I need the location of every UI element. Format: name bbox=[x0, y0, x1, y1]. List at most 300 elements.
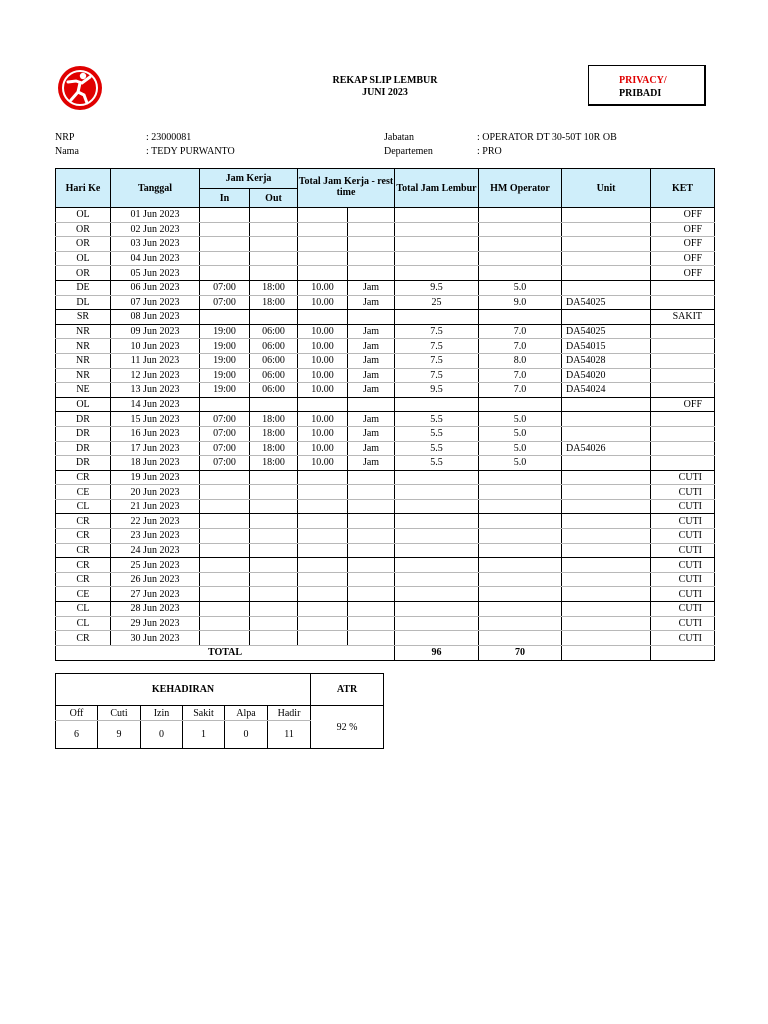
total-lembur: 96 bbox=[395, 645, 479, 660]
header-tanggal: Tanggal bbox=[111, 169, 200, 208]
nama-label: Nama bbox=[55, 146, 79, 157]
cell-in bbox=[200, 237, 250, 252]
cell-hari-ke: CR bbox=[56, 543, 111, 558]
cell-total-jam-lembur bbox=[395, 222, 479, 237]
jabatan-label: Jabatan bbox=[384, 132, 414, 143]
cell-total-jam-kerja bbox=[298, 587, 348, 602]
kehadiran-label-izin: Izin bbox=[141, 706, 183, 721]
kehadiran-label-alpa: Alpa bbox=[225, 706, 268, 721]
table-row bbox=[56, 631, 715, 646]
cell-hari-ke: CE bbox=[56, 587, 111, 602]
kehadiran-value-alpa: 0 bbox=[225, 721, 268, 749]
cell-hm-operator: 5.0 bbox=[479, 426, 562, 441]
cell-ket: OFF bbox=[651, 251, 715, 266]
cell-in bbox=[200, 616, 250, 631]
cell-unit bbox=[562, 456, 651, 471]
cell-ket: CUTI bbox=[651, 470, 715, 485]
cell-tanggal: 15 Jun 2023 bbox=[111, 412, 200, 427]
cell-tanggal: 05 Jun 2023 bbox=[111, 266, 200, 281]
cell-in: 07:00 bbox=[200, 441, 250, 456]
cell-in: 19:00 bbox=[200, 339, 250, 354]
header-in: In bbox=[200, 189, 250, 208]
cell-hari-ke: OL bbox=[56, 397, 111, 412]
cell-jam-unit bbox=[348, 251, 395, 266]
cell-in bbox=[200, 514, 250, 529]
cell-jam-unit bbox=[348, 499, 395, 514]
cell-total-jam-lembur bbox=[395, 587, 479, 602]
cell-hm-operator bbox=[479, 529, 562, 544]
total-hm: 70 bbox=[479, 645, 562, 660]
cell-out bbox=[250, 237, 298, 252]
cell-ket: CUTI bbox=[651, 529, 715, 544]
cell-out bbox=[250, 543, 298, 558]
cell-total-jam-lembur bbox=[395, 499, 479, 514]
cell-tanggal: 23 Jun 2023 bbox=[111, 529, 200, 544]
cell-hari-ke: CR bbox=[56, 572, 111, 587]
cell-unit bbox=[562, 485, 651, 500]
cell-jam-unit bbox=[348, 514, 395, 529]
cell-in bbox=[200, 208, 250, 223]
table-row bbox=[56, 456, 715, 471]
departemen-value: : PRO bbox=[477, 146, 502, 157]
cell-hm-operator bbox=[479, 310, 562, 325]
cell-total-jam-lembur bbox=[395, 529, 479, 544]
cell-hari-ke: DL bbox=[56, 295, 111, 310]
total-label: TOTAL bbox=[56, 645, 395, 660]
company-logo bbox=[56, 64, 104, 112]
cell-jam-unit: Jam bbox=[348, 441, 395, 456]
cell-tanggal: 28 Jun 2023 bbox=[111, 602, 200, 617]
table-row bbox=[56, 543, 715, 558]
table-row bbox=[56, 441, 715, 456]
cell-total-jam-kerja bbox=[298, 485, 348, 500]
cell-out bbox=[250, 572, 298, 587]
privacy-box bbox=[588, 65, 706, 106]
pribadi-label: PRIBADI bbox=[619, 88, 662, 99]
cell-ket: CUTI bbox=[651, 616, 715, 631]
cell-hari-ke: CE bbox=[56, 485, 111, 500]
table-row bbox=[56, 310, 715, 325]
title-line-2: JUNI 2023 bbox=[362, 87, 408, 98]
header-hm-operator: HM Operator bbox=[479, 169, 562, 208]
cell-tanggal: 09 Jun 2023 bbox=[111, 324, 200, 339]
cell-hm-operator bbox=[479, 602, 562, 617]
cell-unit: DA54015 bbox=[562, 339, 651, 354]
cell-total-jam-kerja: 10.00 bbox=[298, 339, 348, 354]
cell-hm-operator bbox=[479, 397, 562, 412]
cell-ket: CUTI bbox=[651, 631, 715, 646]
cell-hari-ke: SR bbox=[56, 310, 111, 325]
cell-ket: CUTI bbox=[651, 485, 715, 500]
cell-total-jam-lembur bbox=[395, 543, 479, 558]
cell-jam-unit: Jam bbox=[348, 426, 395, 441]
cell-hari-ke: CR bbox=[56, 529, 111, 544]
cell-ket bbox=[651, 426, 715, 441]
cell-unit bbox=[562, 529, 651, 544]
cell-unit bbox=[562, 208, 651, 223]
cell-out: 18:00 bbox=[250, 295, 298, 310]
cell-hm-operator bbox=[479, 222, 562, 237]
cell-out bbox=[250, 310, 298, 325]
cell-hari-ke: CR bbox=[56, 514, 111, 529]
cell-out: 18:00 bbox=[250, 280, 298, 295]
kehadiran-label-cuti: Cuti bbox=[98, 706, 141, 721]
cell-ket bbox=[651, 412, 715, 427]
cell-ket: CUTI bbox=[651, 499, 715, 514]
table-row bbox=[56, 602, 715, 617]
cell-out bbox=[250, 602, 298, 617]
cell-hari-ke: NR bbox=[56, 368, 111, 383]
cell-ket bbox=[651, 280, 715, 295]
cell-total-jam-kerja bbox=[298, 470, 348, 485]
cell-hari-ke: DR bbox=[56, 441, 111, 456]
kehadiran-value-hadir: 11 bbox=[268, 721, 311, 749]
cell-unit: DA54025 bbox=[562, 295, 651, 310]
cell-total-jam-lembur bbox=[395, 558, 479, 573]
cell-hm-operator: 9.0 bbox=[479, 295, 562, 310]
table-row bbox=[56, 368, 715, 383]
cell-total-jam-kerja bbox=[298, 558, 348, 573]
cell-jam-unit: Jam bbox=[348, 280, 395, 295]
cell-total-jam-kerja: 10.00 bbox=[298, 280, 348, 295]
cell-unit bbox=[562, 602, 651, 617]
table-row bbox=[56, 587, 715, 602]
cell-hari-ke: OR bbox=[56, 222, 111, 237]
cell-tanggal: 01 Jun 2023 bbox=[111, 208, 200, 223]
cell-out bbox=[250, 514, 298, 529]
cell-out: 18:00 bbox=[250, 426, 298, 441]
cell-total-jam-kerja bbox=[298, 251, 348, 266]
cell-total-jam-kerja bbox=[298, 572, 348, 587]
cell-tanggal: 24 Jun 2023 bbox=[111, 543, 200, 558]
cell-tanggal: 03 Jun 2023 bbox=[111, 237, 200, 252]
cell-hm-operator bbox=[479, 558, 562, 573]
cell-jam-unit bbox=[348, 266, 395, 281]
header-ket: KET bbox=[651, 169, 715, 208]
cell-hari-ke: OL bbox=[56, 208, 111, 223]
cell-hari-ke: DE bbox=[56, 280, 111, 295]
cell-total-jam-lembur: 25 bbox=[395, 295, 479, 310]
table-row bbox=[56, 251, 715, 266]
cell-unit bbox=[562, 558, 651, 573]
cell-hari-ke: CR bbox=[56, 558, 111, 573]
cell-unit bbox=[562, 310, 651, 325]
cell-total-jam-lembur: 5.5 bbox=[395, 426, 479, 441]
total-ket-empty bbox=[651, 645, 715, 660]
cell-in bbox=[200, 529, 250, 544]
cell-jam-unit: Jam bbox=[348, 456, 395, 471]
cell-total-jam-kerja: 10.00 bbox=[298, 295, 348, 310]
cell-total-jam-kerja: 10.00 bbox=[298, 368, 348, 383]
cell-tanggal: 08 Jun 2023 bbox=[111, 310, 200, 325]
cell-unit bbox=[562, 499, 651, 514]
cell-total-jam-kerja bbox=[298, 397, 348, 412]
cell-hari-ke: NE bbox=[56, 383, 111, 398]
cell-hm-operator bbox=[479, 266, 562, 281]
header-unit: Unit bbox=[562, 169, 651, 208]
cell-tanggal: 06 Jun 2023 bbox=[111, 280, 200, 295]
cell-hm-operator bbox=[479, 499, 562, 514]
title-line-1: REKAP SLIP LEMBUR bbox=[332, 75, 438, 86]
cell-in bbox=[200, 572, 250, 587]
cell-ket bbox=[651, 456, 715, 471]
cell-total-jam-kerja bbox=[298, 208, 348, 223]
cell-total-jam-lembur: 7.5 bbox=[395, 339, 479, 354]
cell-jam-unit bbox=[348, 602, 395, 617]
departemen-label: Departemen bbox=[384, 146, 433, 157]
cell-out bbox=[250, 397, 298, 412]
cell-hm-operator bbox=[479, 616, 562, 631]
kehadiran-label-hadir: Hadir bbox=[268, 706, 311, 721]
cell-tanggal: 26 Jun 2023 bbox=[111, 572, 200, 587]
cell-total-jam-kerja: 10.00 bbox=[298, 441, 348, 456]
cell-hm-operator: 5.0 bbox=[479, 280, 562, 295]
cell-unit bbox=[562, 616, 651, 631]
cell-jam-unit bbox=[348, 222, 395, 237]
cell-ket bbox=[651, 339, 715, 354]
cell-total-jam-lembur bbox=[395, 572, 479, 587]
cell-in: 07:00 bbox=[200, 412, 250, 427]
atr-value: 92 % bbox=[311, 706, 384, 749]
cell-unit bbox=[562, 587, 651, 602]
cell-in bbox=[200, 558, 250, 573]
cell-jam-unit bbox=[348, 237, 395, 252]
cell-tanggal: 04 Jun 2023 bbox=[111, 251, 200, 266]
cell-hari-ke: CL bbox=[56, 602, 111, 617]
cell-total-jam-lembur: 5.5 bbox=[395, 441, 479, 456]
cell-hm-operator: 8.0 bbox=[479, 353, 562, 368]
cell-out bbox=[250, 470, 298, 485]
nrp-value: : 23000081 bbox=[146, 132, 192, 143]
table-row bbox=[56, 353, 715, 368]
table-row bbox=[56, 529, 715, 544]
cell-ket: CUTI bbox=[651, 572, 715, 587]
kehadiran-table bbox=[55, 673, 384, 749]
cell-in: 07:00 bbox=[200, 426, 250, 441]
table-row bbox=[56, 470, 715, 485]
cell-hm-operator: 7.0 bbox=[479, 383, 562, 398]
cell-total-jam-lembur: 7.5 bbox=[395, 324, 479, 339]
cell-hm-operator: 7.0 bbox=[479, 339, 562, 354]
cell-out: 06:00 bbox=[250, 339, 298, 354]
cell-total-jam-kerja bbox=[298, 237, 348, 252]
cell-tanggal: 19 Jun 2023 bbox=[111, 470, 200, 485]
cell-unit: DA54026 bbox=[562, 441, 651, 456]
cell-unit: DA54028 bbox=[562, 353, 651, 368]
cell-total-jam-kerja bbox=[298, 222, 348, 237]
cell-in bbox=[200, 266, 250, 281]
cell-hm-operator: 7.0 bbox=[479, 368, 562, 383]
cell-in bbox=[200, 631, 250, 646]
table-row bbox=[56, 295, 715, 310]
cell-total-jam-lembur bbox=[395, 602, 479, 617]
cell-hari-ke: CR bbox=[56, 470, 111, 485]
cell-hm-operator bbox=[479, 470, 562, 485]
cell-hm-operator bbox=[479, 572, 562, 587]
cell-total-jam-kerja bbox=[298, 602, 348, 617]
cell-ket bbox=[651, 295, 715, 310]
cell-hari-ke: DR bbox=[56, 426, 111, 441]
kehadiran-value-off: 6 bbox=[56, 721, 98, 749]
cell-unit bbox=[562, 397, 651, 412]
cell-hm-operator bbox=[479, 514, 562, 529]
cell-hari-ke: NR bbox=[56, 324, 111, 339]
cell-unit bbox=[562, 426, 651, 441]
cell-ket: OFF bbox=[651, 397, 715, 412]
kehadiran-label-off: Off bbox=[56, 706, 98, 721]
cell-total-jam-lembur: 5.5 bbox=[395, 412, 479, 427]
cell-out: 06:00 bbox=[250, 324, 298, 339]
cell-total-jam-kerja bbox=[298, 514, 348, 529]
cell-total-jam-kerja bbox=[298, 616, 348, 631]
cell-tanggal: 27 Jun 2023 bbox=[111, 587, 200, 602]
cell-out bbox=[250, 529, 298, 544]
cell-tanggal: 10 Jun 2023 bbox=[111, 339, 200, 354]
cell-unit bbox=[562, 266, 651, 281]
cell-jam-unit bbox=[348, 558, 395, 573]
cell-hari-ke: DR bbox=[56, 412, 111, 427]
cell-in bbox=[200, 310, 250, 325]
cell-hm-operator bbox=[479, 631, 562, 646]
cell-jam-unit bbox=[348, 529, 395, 544]
cell-total-jam-lembur bbox=[395, 237, 479, 252]
cell-out bbox=[250, 587, 298, 602]
cell-total-jam-kerja: 10.00 bbox=[298, 383, 348, 398]
table-row bbox=[56, 266, 715, 281]
cell-ket: CUTI bbox=[651, 558, 715, 573]
cell-in: 19:00 bbox=[200, 353, 250, 368]
cell-out bbox=[250, 616, 298, 631]
cell-ket: CUTI bbox=[651, 587, 715, 602]
cell-out bbox=[250, 631, 298, 646]
cell-out: 06:00 bbox=[250, 353, 298, 368]
cell-tanggal: 17 Jun 2023 bbox=[111, 441, 200, 456]
cell-unit bbox=[562, 222, 651, 237]
cell-hm-operator bbox=[479, 251, 562, 266]
cell-ket: OFF bbox=[651, 222, 715, 237]
cell-jam-unit bbox=[348, 587, 395, 602]
cell-total-jam-lembur bbox=[395, 514, 479, 529]
header-hari-ke: Hari Ke bbox=[56, 169, 111, 208]
cell-in bbox=[200, 587, 250, 602]
cell-unit bbox=[562, 572, 651, 587]
cell-total-jam-lembur bbox=[395, 616, 479, 631]
cell-total-jam-kerja bbox=[298, 543, 348, 558]
cell-total-jam-lembur: 7.5 bbox=[395, 368, 479, 383]
cell-in bbox=[200, 543, 250, 558]
table-row bbox=[56, 412, 715, 427]
cell-in: 07:00 bbox=[200, 456, 250, 471]
table-row bbox=[56, 237, 715, 252]
cell-in bbox=[200, 602, 250, 617]
cell-unit bbox=[562, 251, 651, 266]
table-row bbox=[56, 426, 715, 441]
cell-ket: SAKIT bbox=[651, 310, 715, 325]
cell-tanggal: 25 Jun 2023 bbox=[111, 558, 200, 573]
cell-total-jam-lembur: 9.5 bbox=[395, 383, 479, 398]
cell-hm-operator: 5.0 bbox=[479, 441, 562, 456]
nama-value: : TEDY PURWANTO bbox=[146, 146, 235, 157]
total-row bbox=[56, 645, 715, 660]
total-unit-empty bbox=[562, 645, 651, 660]
cell-jam-unit: Jam bbox=[348, 383, 395, 398]
cell-tanggal: 18 Jun 2023 bbox=[111, 456, 200, 471]
table-row bbox=[56, 280, 715, 295]
cell-ket bbox=[651, 441, 715, 456]
cell-total-jam-kerja bbox=[298, 310, 348, 325]
cell-in bbox=[200, 222, 250, 237]
cell-unit bbox=[562, 514, 651, 529]
cell-ket bbox=[651, 383, 715, 398]
cell-in bbox=[200, 499, 250, 514]
cell-jam-unit bbox=[348, 208, 395, 223]
table-row bbox=[56, 324, 715, 339]
cell-hari-ke: OR bbox=[56, 237, 111, 252]
cell-out: 18:00 bbox=[250, 456, 298, 471]
cell-total-jam-kerja bbox=[298, 266, 348, 281]
cell-out bbox=[250, 558, 298, 573]
cell-ket: CUTI bbox=[651, 514, 715, 529]
cell-out bbox=[250, 266, 298, 281]
cell-in: 07:00 bbox=[200, 295, 250, 310]
cell-total-jam-lembur bbox=[395, 208, 479, 223]
table-row bbox=[56, 572, 715, 587]
cell-total-jam-lembur bbox=[395, 397, 479, 412]
cell-hari-ke: NR bbox=[56, 353, 111, 368]
table-row bbox=[56, 222, 715, 237]
cell-ket bbox=[651, 324, 715, 339]
cell-out: 06:00 bbox=[250, 368, 298, 383]
cell-total-jam-kerja bbox=[298, 631, 348, 646]
header-jam-kerja: Jam Kerja bbox=[200, 169, 298, 189]
cell-in: 19:00 bbox=[200, 383, 250, 398]
cell-hm-operator bbox=[479, 485, 562, 500]
cell-ket: CUTI bbox=[651, 543, 715, 558]
table-row bbox=[56, 208, 715, 223]
cell-jam-unit: Jam bbox=[348, 412, 395, 427]
cell-tanggal: 13 Jun 2023 bbox=[111, 383, 200, 398]
cell-tanggal: 29 Jun 2023 bbox=[111, 616, 200, 631]
cell-unit bbox=[562, 280, 651, 295]
cell-jam-unit bbox=[348, 310, 395, 325]
atr-label: ATR bbox=[311, 674, 384, 706]
cell-total-jam-kerja bbox=[298, 499, 348, 514]
cell-hari-ke: NR bbox=[56, 339, 111, 354]
cell-out bbox=[250, 251, 298, 266]
cell-in bbox=[200, 397, 250, 412]
cell-unit: DA54025 bbox=[562, 324, 651, 339]
cell-total-jam-kerja: 10.00 bbox=[298, 426, 348, 441]
cell-in bbox=[200, 470, 250, 485]
privacy-label: PRIVACY/ bbox=[619, 75, 667, 86]
cell-total-jam-kerja: 10.00 bbox=[298, 324, 348, 339]
cell-tanggal: 11 Jun 2023 bbox=[111, 353, 200, 368]
cell-total-jam-lembur bbox=[395, 485, 479, 500]
cell-jam-unit bbox=[348, 485, 395, 500]
cell-unit bbox=[562, 412, 651, 427]
cell-in: 19:00 bbox=[200, 324, 250, 339]
cell-jam-unit: Jam bbox=[348, 339, 395, 354]
cell-tanggal: 14 Jun 2023 bbox=[111, 397, 200, 412]
cell-unit: DA54020 bbox=[562, 368, 651, 383]
cell-jam-unit: Jam bbox=[348, 295, 395, 310]
cell-hm-operator: 5.0 bbox=[479, 412, 562, 427]
nrp-label: NRP bbox=[55, 132, 75, 143]
table-row bbox=[56, 514, 715, 529]
table-row bbox=[56, 339, 715, 354]
cell-total-jam-lembur bbox=[395, 251, 479, 266]
cell-ket: OFF bbox=[651, 266, 715, 281]
